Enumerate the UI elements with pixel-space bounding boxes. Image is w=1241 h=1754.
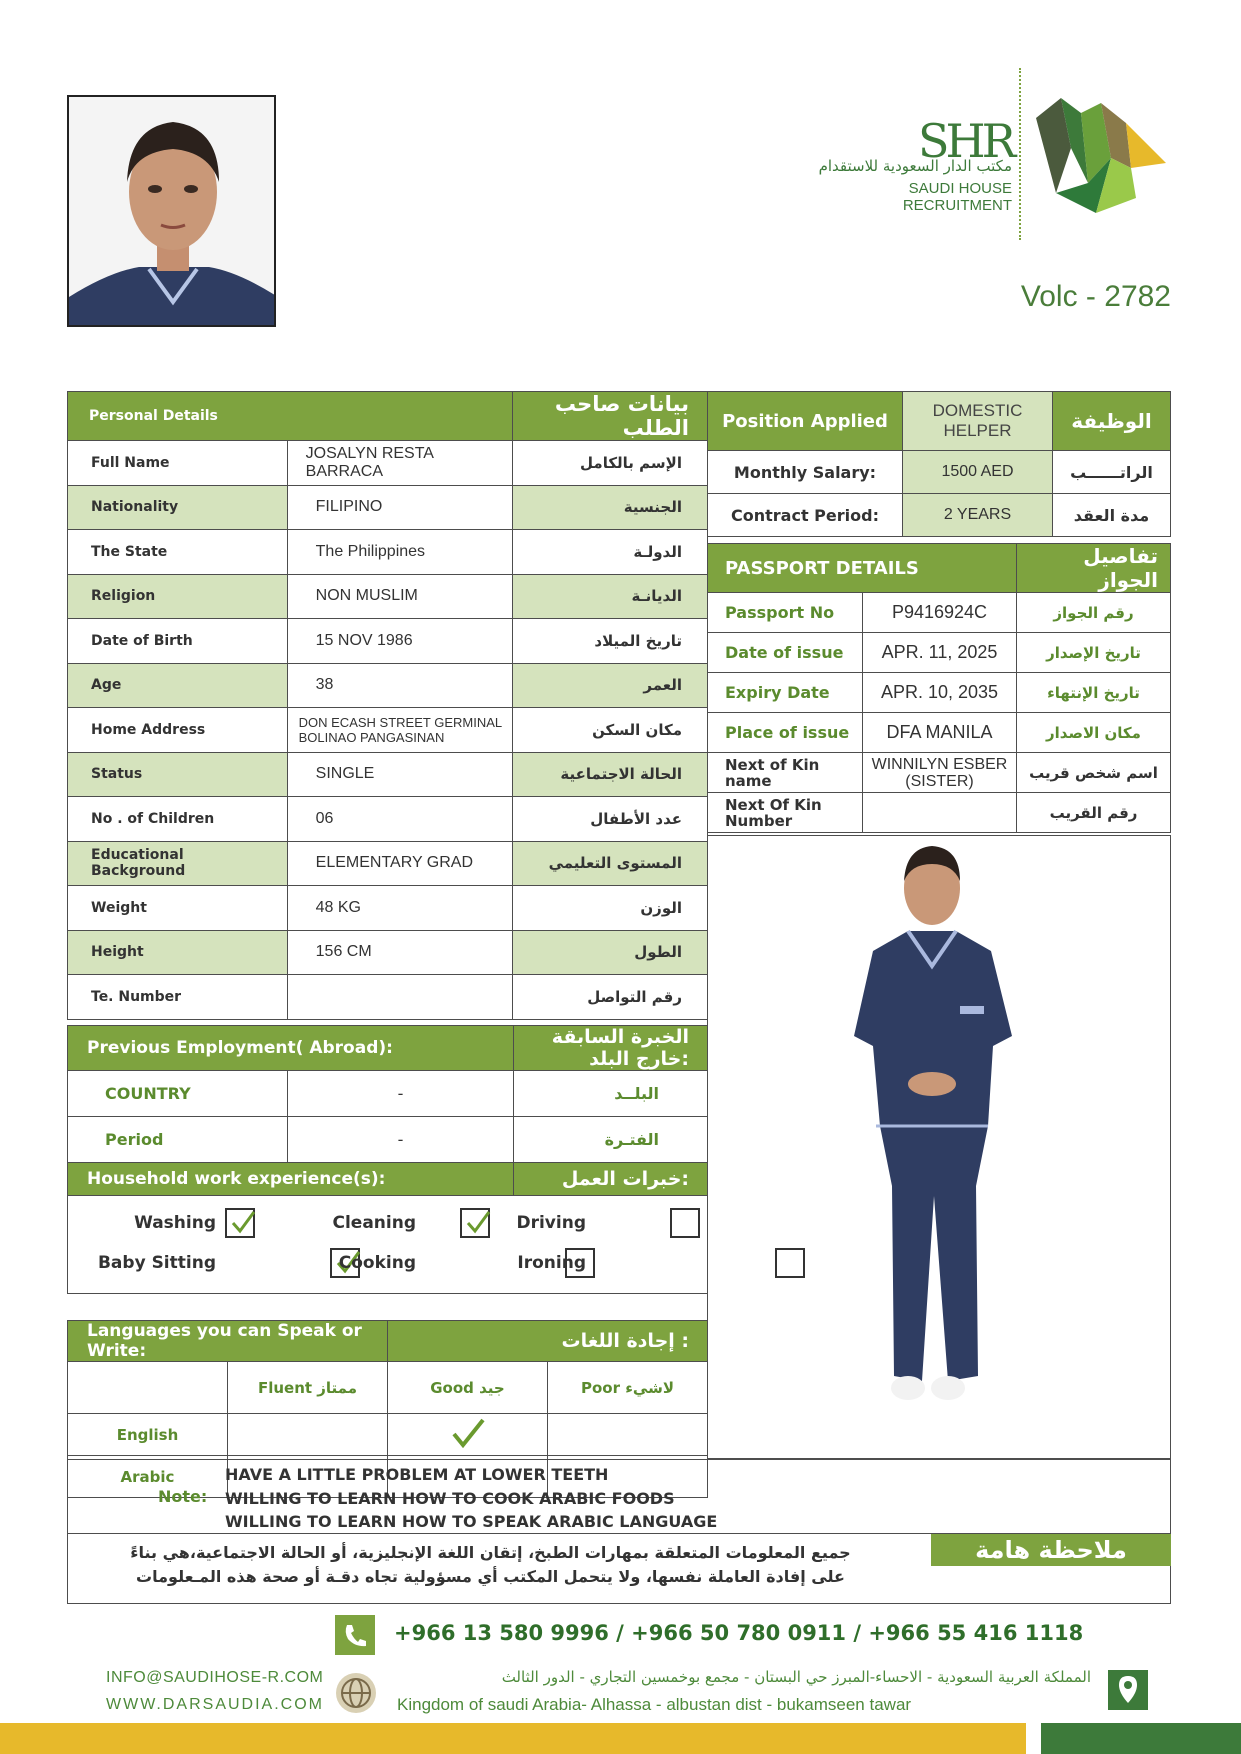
- dob-value: 15 NOV 1986: [287, 619, 513, 664]
- row-label: Home Address: [68, 708, 288, 753]
- previous-employment-table: [67, 1025, 708, 1294]
- note-label: Note:: [158, 1487, 208, 1506]
- table-row: [68, 663, 708, 708]
- employment-title: Previous Employment( Abroad):: [68, 1026, 514, 1071]
- poor-header: Poor لاشيء: [548, 1362, 708, 1414]
- table-row: [68, 797, 708, 842]
- check-icon: [451, 1418, 485, 1448]
- note-line: WILLING TO LEARN HOW TO SPEAK ARABIC LANGUAGE: [225, 1512, 718, 1531]
- phone-numbers[interactable]: +966 13 580 9996 / +966 50 780 0911 / +966 55 416 1118: [394, 1621, 1084, 1645]
- table-row: [68, 841, 708, 886]
- row-label-ar: الحالة الاجتماعية: [513, 752, 708, 797]
- row-label-ar: تاريخ الميلاد: [513, 619, 708, 664]
- check-icon: [229, 1208, 257, 1236]
- row-label: Date of issue: [708, 633, 863, 673]
- skill-label: Baby Sitting: [97, 1252, 216, 1273]
- issue-date-value: APR. 11, 2025: [863, 633, 1017, 673]
- washing-checkbox[interactable]: [225, 1208, 255, 1238]
- skill-label: Washing: [134, 1212, 216, 1233]
- position-label-ar: الوظيفة: [1053, 392, 1171, 451]
- table-row: [68, 441, 708, 486]
- period-label-ar: الفتـرة: [514, 1117, 708, 1163]
- state-value: The Philippines: [287, 530, 513, 575]
- language-name: English: [68, 1414, 228, 1456]
- languages-title: Languages you can Speak or Write:: [68, 1321, 388, 1362]
- row-label-ar: مكان الاصدار: [1017, 713, 1171, 753]
- row-label: Religion: [68, 574, 288, 619]
- skill-label: Driving: [516, 1212, 586, 1233]
- table-row: [708, 753, 1171, 793]
- table-row: [68, 1414, 708, 1456]
- personal-details-title-ar: بيانات صاحب الطلب: [513, 392, 708, 441]
- row-label: Passport No: [708, 593, 863, 633]
- period-value: -: [288, 1117, 514, 1163]
- full-name-value: JOSALYN RESTA BARRACA: [287, 441, 513, 486]
- fluent-header: Fluent ممتاز: [228, 1362, 388, 1414]
- education-value: ELEMENTARY GRAD: [287, 841, 513, 886]
- important-line: على إفادة العاملة نفسها، ولا يتحمل المكتب أي مسؤولية تجاه دقـة أو صحة هذه المـعلومات: [136, 1567, 845, 1586]
- kin-number-label: Next Of Kin Number: [708, 793, 863, 833]
- row-label: Date of Birth: [68, 619, 288, 664]
- good-header: Good جيد: [388, 1362, 548, 1414]
- row-label-ar: المستوى التعليمي: [513, 841, 708, 886]
- address-value: DON ECASH STREET GERMINAL BOLINAO PANGASINAN: [287, 708, 513, 753]
- saudi-map-icon: [1026, 88, 1176, 218]
- salary-label: Monthly Salary:: [708, 451, 903, 494]
- logo-divider: [1019, 68, 1021, 240]
- position-table: [707, 391, 1171, 537]
- table-row: [68, 574, 708, 619]
- note-line: HAVE A LITTLE PROBLEM AT LOWER TEETH: [225, 1465, 609, 1484]
- place-of-issue-value: DFA MANILA: [863, 713, 1017, 753]
- skill-label: Ironing: [517, 1252, 586, 1273]
- kin-name-label: Next of Kin name: [708, 753, 863, 793]
- row-label: Expiry Date: [708, 673, 863, 713]
- personal-details-title: Personal Details: [68, 392, 513, 441]
- table-row: [68, 485, 708, 530]
- logo-english-name: SAUDI HOUSE RECRUITMENT: [902, 180, 1012, 214]
- household-title: Household work experience(s):: [68, 1163, 514, 1196]
- row-label: The State: [68, 530, 288, 575]
- religion-value: NON MUSLIM: [287, 574, 513, 619]
- expiry-date-value: APR. 10, 2035: [863, 673, 1017, 713]
- skill-label: Cleaning: [332, 1212, 416, 1233]
- country-value: -: [288, 1071, 514, 1117]
- row-label-ar: الدولـة: [513, 530, 708, 575]
- row-label: Height: [68, 930, 288, 975]
- table-row: [68, 530, 708, 575]
- location-pin-icon: [1108, 1670, 1148, 1710]
- employment-title-ar: الخبرة السابقة خارج البلد:: [514, 1026, 708, 1071]
- table-row: [708, 673, 1171, 713]
- age-value: 38: [287, 663, 513, 708]
- row-label-ar: الديانـة: [513, 574, 708, 619]
- row-label: Te. Number: [68, 975, 288, 1020]
- row-label: Status: [68, 752, 288, 797]
- row-label-ar: الطول: [513, 930, 708, 975]
- position-value: DOMESTIC HELPER: [903, 392, 1053, 451]
- row-label: No . of Children: [68, 797, 288, 842]
- weight-value: 48 KG: [287, 886, 513, 931]
- row-label-ar: العمر: [513, 663, 708, 708]
- phone-icon: [335, 1615, 375, 1655]
- position-label: Position Applied: [708, 392, 903, 451]
- table-row: [68, 975, 708, 1020]
- table-row: [68, 752, 708, 797]
- row-label-ar: رقم القريب: [1017, 793, 1171, 833]
- contract-label-ar: مدة العقد: [1053, 494, 1171, 537]
- row-label-ar: الجنسية: [513, 485, 708, 530]
- contract-label: Contract Period:: [708, 494, 903, 537]
- nationality-value: FILIPINO: [287, 485, 513, 530]
- period-label: Period: [68, 1117, 288, 1163]
- reference-number: Volc - 2782: [1020, 280, 1171, 313]
- row-label: Age: [68, 663, 288, 708]
- logo-monogram: SHR: [918, 114, 1013, 168]
- table-row: [708, 593, 1171, 633]
- row-label-ar: تاريخ الإصدار: [1017, 633, 1171, 673]
- row-label: Educational Background: [68, 841, 288, 886]
- salary-label-ar: الراتــــــب: [1053, 451, 1171, 494]
- important-note-section: [67, 1533, 1171, 1604]
- country-label-ar: البلــد: [514, 1071, 708, 1117]
- children-value: 06: [287, 797, 513, 842]
- passport-table: [707, 543, 1171, 833]
- contract-value: 2 YEARS: [903, 494, 1053, 537]
- applicant-full-body-photo: [707, 835, 1171, 1459]
- table-row: [708, 633, 1171, 673]
- applicant-portrait-photo: [67, 95, 276, 327]
- kin-name-value: WINNILYN ESBER (SISTER): [863, 753, 1017, 793]
- row-label-ar: الإسم بالكامل: [513, 441, 708, 486]
- address-english: Kingdom of saudi Arabia- Alhassa - albustan dist - bukamseen tawar: [397, 1695, 912, 1714]
- important-line: جميع المعلومات المتعلقة بمهارات الطبخ، إتقان اللغة الإنجليزية، أو الحالة الاجتماعية،هي بناءً: [130, 1543, 851, 1562]
- row-label: Weight: [68, 886, 288, 931]
- languages-title-ar: إجادة اللغات :: [388, 1321, 708, 1362]
- table-row: [68, 886, 708, 931]
- table-row: [708, 793, 1171, 833]
- table-row: [68, 930, 708, 975]
- footer-yellow-bar: [0, 1723, 1026, 1754]
- important-title: ملاحظة هامة: [931, 1534, 1171, 1566]
- personal-details-table: [67, 391, 708, 1020]
- country-label: COUNTRY: [68, 1071, 288, 1117]
- note-line: WILLING TO LEARN HOW TO COOK ARABIC FOODS: [225, 1488, 675, 1508]
- globe-icon: [336, 1673, 376, 1713]
- row-label-ar: تاريخ الإنتهاء: [1017, 673, 1171, 713]
- address-arabic: المملكة العربية السعودية - الاحساء-المبرز حي البستان - مجمع بوخمسين التجاري - الدور الثالث: [501, 1668, 1091, 1686]
- ironing-checkbox[interactable]: [775, 1248, 805, 1278]
- phone-value: [287, 975, 513, 1020]
- status-value: SINGLE: [287, 752, 513, 797]
- row-label: Full Name: [68, 441, 288, 486]
- kin-number-value: [863, 793, 1017, 833]
- passport-title-ar: تفاصيل الجواز: [1017, 544, 1171, 593]
- table-row: [708, 713, 1171, 753]
- passport-title: PASSPORT DETAILS: [708, 544, 1017, 593]
- row-label-ar: الوزن: [513, 886, 708, 931]
- row-label: Place of issue: [708, 713, 863, 753]
- company-logo: [790, 60, 1180, 240]
- logo-arabic-name: مكتب الدار السعودية للاستقدام: [818, 157, 1012, 175]
- table-row: [68, 708, 708, 753]
- note-section: [67, 1459, 1171, 1534]
- row-label-ar: رقم التواصل: [513, 975, 708, 1020]
- height-value: 156 CM: [287, 930, 513, 975]
- skill-label: Cooking: [338, 1252, 416, 1273]
- website-link[interactable]: WWW.DARSAUDIA.COM: [106, 1696, 324, 1713]
- language-name: Arabic: [68, 1456, 228, 1498]
- driving-checkbox[interactable]: [670, 1208, 700, 1238]
- row-label-ar: اسم شخص قريب: [1017, 753, 1171, 793]
- row-label: Nationality: [68, 485, 288, 530]
- table-row: [68, 619, 708, 664]
- household-skills: [68, 1197, 707, 1293]
- row-label-ar: رقم الجواز: [1017, 593, 1171, 633]
- passport-no-value: P9416924C: [863, 593, 1017, 633]
- household-title-ar: خبرات العمل:: [514, 1163, 708, 1196]
- row-label-ar: عدد الأطفال: [513, 797, 708, 842]
- email-link[interactable]: INFO@SAUDIHOSE-R.COM: [106, 1669, 324, 1686]
- row-label-ar: مكان السكن: [513, 708, 708, 753]
- salary-value: 1500 AED: [903, 451, 1053, 494]
- footer-green-bar: [1041, 1723, 1241, 1754]
